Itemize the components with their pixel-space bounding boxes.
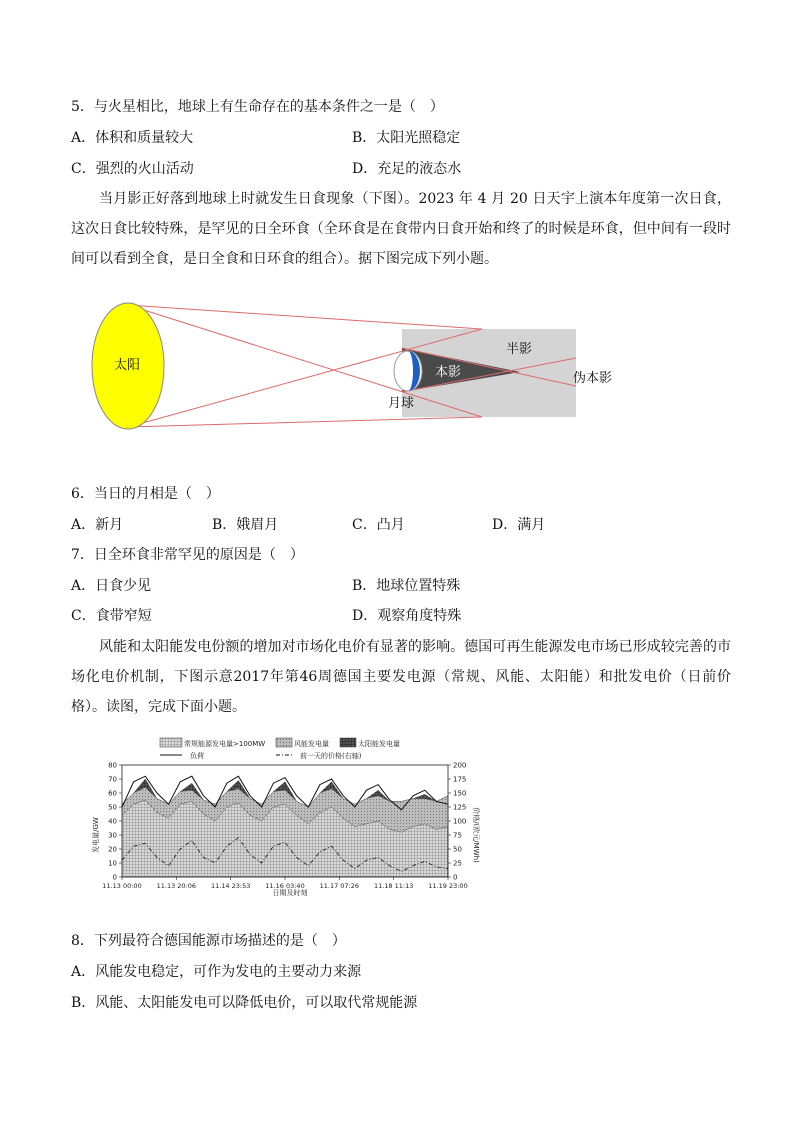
- x-axis-label: 日期及时刻: [272, 889, 308, 897]
- y-tick-label: 20: [108, 845, 117, 854]
- y-tick-label: 70: [108, 775, 117, 784]
- y2-tick-label: 0: [453, 873, 458, 882]
- y-axis-label: 发电量/GW: [92, 817, 100, 853]
- eclipse-figure: [90, 296, 630, 436]
- antumbra-label: 伪本影: [573, 371, 613, 386]
- y2-tick-label: 200: [453, 761, 467, 770]
- y2-tick-label: 75: [453, 831, 462, 840]
- q8-option-a: A．风能发电稳定，可作为发电的主要动力来源: [71, 964, 362, 980]
- legend-solar: 太阳能发电量: [358, 740, 400, 748]
- q6-option-d: D．满月: [492, 517, 546, 533]
- legend-price: 前一天的价格(右轴): [300, 752, 362, 760]
- q6-option-b: B．娥眉月: [212, 517, 279, 533]
- sun-label: 太阳: [114, 358, 141, 373]
- penumbra-label: 半影: [506, 342, 533, 357]
- y-tick-label: 10: [108, 859, 117, 868]
- legend-swatch-wind: [276, 738, 292, 747]
- legend-swatch-solar: [340, 738, 356, 747]
- q6-stem: 6．当日的月相是（ ）: [71, 486, 220, 502]
- umbra-label: 本影: [435, 365, 462, 380]
- q5-option-b: B．太阳光照稳定: [352, 130, 461, 146]
- q8-stem: 8．下列最符合德国能源市场描述的是（ ）: [71, 933, 346, 949]
- q7-option-c: C．食带窄短: [71, 608, 152, 624]
- q7-stem: 7．日全环食非常罕见的原因是（ ）: [71, 547, 304, 563]
- energy-chart: [90, 735, 480, 900]
- x-tick-label: 11.18 11:13: [373, 882, 414, 890]
- y2-tick-label: 50: [453, 845, 462, 854]
- legend-load: 负荷: [190, 752, 204, 760]
- q5-stem: 5．与火星相比，地球上有生命存在的基本条件之一是（ ）: [71, 99, 444, 115]
- chart-legend: [160, 738, 400, 760]
- legend-swatch-conventional: [160, 738, 182, 747]
- q7-option-a: A．日食少见: [71, 578, 152, 594]
- legend-conventional: 常规能源发电量>100MW: [184, 740, 266, 748]
- moon-label: 月球: [388, 396, 415, 411]
- q6-option-c: C．凸月: [352, 517, 405, 533]
- passage-eclipse: 当月影正好落到地球上时就发生日食现象（下图）。2023 年 4 月 20 日天宇上演本年度第一次日食，这次日食比较特殊，是罕见的日全环食（全环食是在食带内日食开始和终了的时候是环食，但中间有一段时间可以看到全食，是日全食和日环食的组合）。据下图完成下列小题。: [71, 191, 731, 267]
- q6-option-a: A．新月: [71, 517, 124, 533]
- y-tick-label: 50: [108, 803, 117, 812]
- y-tick-label: 30: [108, 831, 117, 840]
- y2-axis-label: 价格/(欧元/MWh): [472, 807, 480, 863]
- y2-tick-label: 100: [453, 817, 467, 826]
- y-tick-label: 0: [112, 873, 117, 882]
- y-tick-label: 40: [108, 817, 117, 826]
- y2-tick-label: 150: [453, 789, 467, 798]
- y2-tick-label: 25: [453, 859, 462, 868]
- x-tick-label: 11.13 20:06: [156, 882, 197, 890]
- q8-option-b: B．风能、太阳能发电可以降低电价，可以取代常规能源: [71, 995, 418, 1011]
- legend-wind: 风能发电量: [294, 740, 329, 748]
- x-tick-label: 11.14 23:53: [210, 882, 251, 890]
- y2-tick-label: 175: [453, 775, 467, 784]
- y2-tick-label: 125: [453, 803, 467, 812]
- q5-option-d: D．充足的液态水: [352, 161, 462, 177]
- passage-energy: 风能和太阳能发电份额的增加对市场化电价有显著的影响。德国可再生能源发电市场已形成较完善的市场化电价机制，下图示意2017年第46周德国主要发电源（常规、风能、太阳能）和批发电价（日前价格）。读图，完成下面小题。: [71, 639, 731, 715]
- q5-option-a: A．体积和质量较大: [71, 130, 194, 146]
- x-tick-label: 11.17 07:26: [319, 882, 360, 890]
- q7-option-b: B．地球位置特殊: [352, 578, 461, 594]
- q5-option-c: C．强烈的火山活动: [71, 161, 194, 177]
- q7-option-d: D．观察角度特殊: [352, 608, 462, 624]
- x-tick-label: 11.13 00:00: [102, 882, 142, 890]
- y-tick-label: 60: [108, 789, 117, 798]
- x-tick-label: 11.19 23:00: [428, 882, 468, 890]
- x-tick-label: 11.16 03:40: [265, 882, 305, 890]
- y-tick-label: 80: [108, 761, 117, 770]
